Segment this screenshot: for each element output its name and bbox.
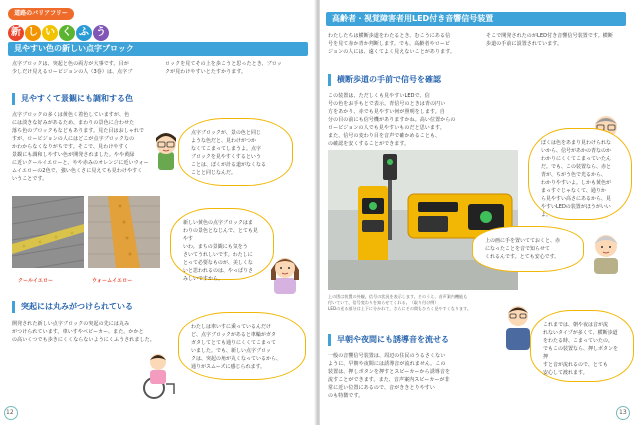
text-line: なくてこまってしまうよ。点字 — [191, 146, 262, 152]
text-line: の高いくつでも歩きにくくならないようにくふうされました。 — [12, 337, 155, 343]
text-line: クは、突起の角が丸くなっているから、 — [191, 356, 282, 362]
text-line: 方をあかり、赤でも見やすい何が照明をします。自 — [328, 109, 445, 115]
rounded-body-text — [12, 320, 155, 344]
text-line: 安心して渡れます。 — [543, 370, 588, 376]
text-line: すと音が流れるので、とても — [543, 362, 608, 368]
title-char: 新 — [8, 25, 24, 41]
text-line: をわたる時、こまっていたの。 — [543, 338, 613, 344]
text-line: いうことです。 — [12, 176, 48, 182]
led-signal-device-photo — [328, 150, 518, 290]
text-line: わかりやすいよ。しかも黄色が — [541, 180, 612, 186]
text-line: かわからなくなりがちです。そこで、見わけやすく — [12, 144, 129, 150]
title-char: ふ — [76, 25, 92, 41]
intro-text-right — [165, 60, 282, 76]
subheading-night: 早朝や夜間にも誘導音を流せる — [328, 334, 449, 346]
title-char: く — [59, 25, 75, 41]
text-line: ジョンの人には、遠くてよく見えないことがあります。 — [328, 49, 456, 55]
text-line: これまでは、朝や夜は音が流 — [543, 322, 609, 328]
right-page — [320, 0, 636, 425]
text-line: ロービジョンの人でも見やすいものだと思います。 — [328, 125, 445, 131]
text-line: やすいLEDの装置がほうがいいよ。 — [541, 204, 611, 218]
page-number: 13 — [619, 409, 627, 416]
warm-yellow-photo — [88, 196, 160, 268]
speech-bubble-wheelchair — [178, 312, 306, 380]
text-line: 景観にも調和しやすい色が開発されました。やや黄緑 — [12, 152, 135, 158]
text-line: 上の画に手を置いてておくと、赤 — [485, 238, 561, 244]
colors-body-text — [12, 111, 149, 183]
text-line: すが、ロービジョンの人にはどこが点字ブロックなの — [12, 136, 135, 142]
intro-text-left — [12, 60, 132, 76]
text-line: 通りがスムーズに感じられます。 — [191, 364, 266, 370]
text-line: まっすぐじゃなくて、通りか — [541, 188, 606, 194]
text-line: 点字ブロックの多くは黄色く着色していますが、色 — [12, 112, 130, 118]
text-line: ぼくは色をあまり見わけられな — [541, 140, 612, 146]
subheading-colors: 見やすくて景観にも調和する色 — [12, 93, 133, 105]
text-line: クが見わけやすいとたすかります。 — [165, 69, 247, 75]
wheelchair-girl-illustration-icon — [140, 350, 180, 400]
text-line: 流すことができます。また、音声案内スピーカーが非 — [328, 377, 450, 383]
text-line: 落ち色のブロックもなどもあります。見た目はおしゃれで — [12, 128, 145, 134]
text-line: 常に近い位置にあるので、音がききとりやすい — [328, 385, 436, 391]
text-line: ロックを見てその上を歩こうと思ったとき、ブロッ — [165, 61, 282, 67]
text-line: ことは、ぼくが計る道がなくなる — [191, 162, 267, 168]
text-line: の確認を安くすることができます。 — [328, 141, 410, 147]
text-line: 新しい黄色の点字ブロックはま — [183, 220, 253, 226]
elderly-woman-illustration-icon — [586, 228, 626, 274]
text-line: いました。でも、新しい点字ブロッ — [191, 348, 271, 354]
section-header: 高齢者・視覚障害者用LED付き音響信号装置 — [326, 12, 626, 26]
text-line: この装置は、ただしくも見やすいLEDで、信 — [328, 93, 430, 99]
text-line: ような色だと、見わけがつか — [191, 138, 257, 144]
text-line: ように、早朝や夜間には誘導音が流れません。この — [328, 361, 446, 367]
text-line: いから、信号があかの青なのか — [541, 148, 612, 154]
text-line: 上の図は装置の外観。信号の状況を表示します。そのうえ、音声案内機能も — [328, 294, 468, 299]
series-badge: 道路のバリアフリー — [8, 8, 74, 20]
text-line: わりの景色となじんで、とても見やす — [183, 228, 258, 242]
text-line: 青が、ちがう色で光るから、 — [541, 172, 607, 178]
crosswalk-body-text — [328, 92, 456, 148]
subheading-rounded: 突起には丸みがつけられている — [12, 301, 133, 313]
text-line: ら見やすい高さにあるから、見 — [541, 196, 612, 202]
text-line: いわ。まちの景観にも気をう — [183, 244, 248, 250]
speech-bubble-man — [528, 128, 632, 220]
text-line: さいてうれしいです。わたしに — [183, 252, 253, 258]
woman-illustration-icon — [266, 250, 304, 294]
title-char: う — [93, 25, 109, 41]
photo-caption: ウォームイエロー — [92, 278, 133, 284]
text-line: ブロックを見やすくするという — [191, 154, 261, 160]
text-line: 号を見て赤か青か判断します。でも、高齢者やロービ — [328, 41, 451, 47]
text-line: だ。でも、この装置なら、赤と — [541, 164, 612, 170]
text-line: LEDの光る部分は上下に分かれて、さらにその間もひろく見やすくなります。 — [328, 306, 472, 311]
text-line: 開発された新しい点字ブロックの突起の先には丸み — [12, 321, 130, 327]
text-line: になったことを音で知らせて — [485, 246, 550, 252]
text-line: には淡きな好みがあるため、まわりの景色に合わせた — [12, 120, 135, 126]
section-header: 見やすい色の新しい点字ブロック — [8, 42, 308, 56]
page-title — [8, 20, 110, 40]
text-line: 一般の音響信号装置は、周辺の住民のうるさくない — [328, 353, 446, 359]
text-line: また、信号の変わり目を音声で確かめることも、 — [328, 133, 441, 139]
text-line: 点字ブロックが、景の色と同じ — [191, 130, 261, 136]
intro-text-left — [328, 32, 455, 56]
text-line: に近いクールイエローと、やや赤みのオレンジに近いウォー — [12, 160, 149, 166]
text-line: 少しだけ見えるロービジョンの人（3巻）は、点字ブ — [12, 69, 133, 75]
text-line: 号の色をお手もとで表示。青信号のときは青の円い — [328, 101, 446, 107]
subheading-crosswalk: 横断歩道の手前で信号を確認 — [328, 74, 441, 86]
cool-yellow-photo — [12, 196, 84, 268]
text-line: ことと同じなんだ。 — [191, 170, 237, 176]
speech-bubble-woman — [170, 208, 274, 280]
device-caption — [328, 294, 471, 312]
text-line: 点字ブロックは、突起と色の両方が大事です。目が — [12, 61, 129, 67]
text-line: でもこの装置なら、押しボタンを押 — [543, 346, 619, 360]
title-char: し — [25, 25, 41, 41]
text-line: ど、点字ブロックがあると車輪がガタ — [191, 332, 276, 338]
text-line: 分の目の前にも信号機がありますかね。高い位置からの — [328, 117, 456, 123]
text-line: くれるんです。とても安心です。 — [485, 254, 560, 260]
speech-bubble-elderly — [472, 226, 584, 272]
text-line: ムイエローの2色で、強い色くさに見えても見わけやすく — [12, 168, 143, 174]
page-number: 12 — [6, 409, 14, 416]
photo-caption: クールイエロー — [18, 278, 54, 284]
text-line: そこで開発されたのがLED付き音響信号装置です。横断 — [486, 33, 613, 39]
text-line: のも特徴です。 — [328, 393, 364, 399]
intro-text-right — [486, 32, 613, 48]
text-line: がつけられています。車いすやベビーカー、また、かかと — [12, 329, 144, 335]
night-body-text — [328, 352, 450, 400]
text-line: わたしは車いすに乗っているんだけ — [191, 324, 272, 330]
text-line: 付いていて、信号変わりを知らせてくれる。（取り付け例） — [328, 300, 439, 305]
left-page — [0, 0, 316, 425]
text-line: わたしたちは横断歩道をわたるとき、むこうにある信 — [328, 33, 451, 39]
text-line: ガタしてとても通りにくくてこまって — [191, 340, 277, 346]
boy-illustration-icon — [150, 130, 182, 170]
text-line: 装置は、押しボタンを押すとスピーカーから誘導音を — [328, 369, 451, 375]
text-line: 歩道の手前に設置されています。 — [486, 41, 563, 47]
text-line: いと思われるのは、やっぱりさ — [183, 268, 254, 274]
title-char: い — [42, 25, 58, 41]
text-line: わかりにくくてこまっていたん — [541, 156, 612, 162]
text-line: とって必要なものが、美しくな — [183, 260, 253, 266]
text-line: れないタイプが多くて、横断歩道 — [543, 330, 618, 336]
speech-bubble-suit-man — [530, 310, 634, 382]
text-line: みしいですから。 — [183, 276, 224, 282]
speech-bubble-boy — [178, 118, 293, 186]
